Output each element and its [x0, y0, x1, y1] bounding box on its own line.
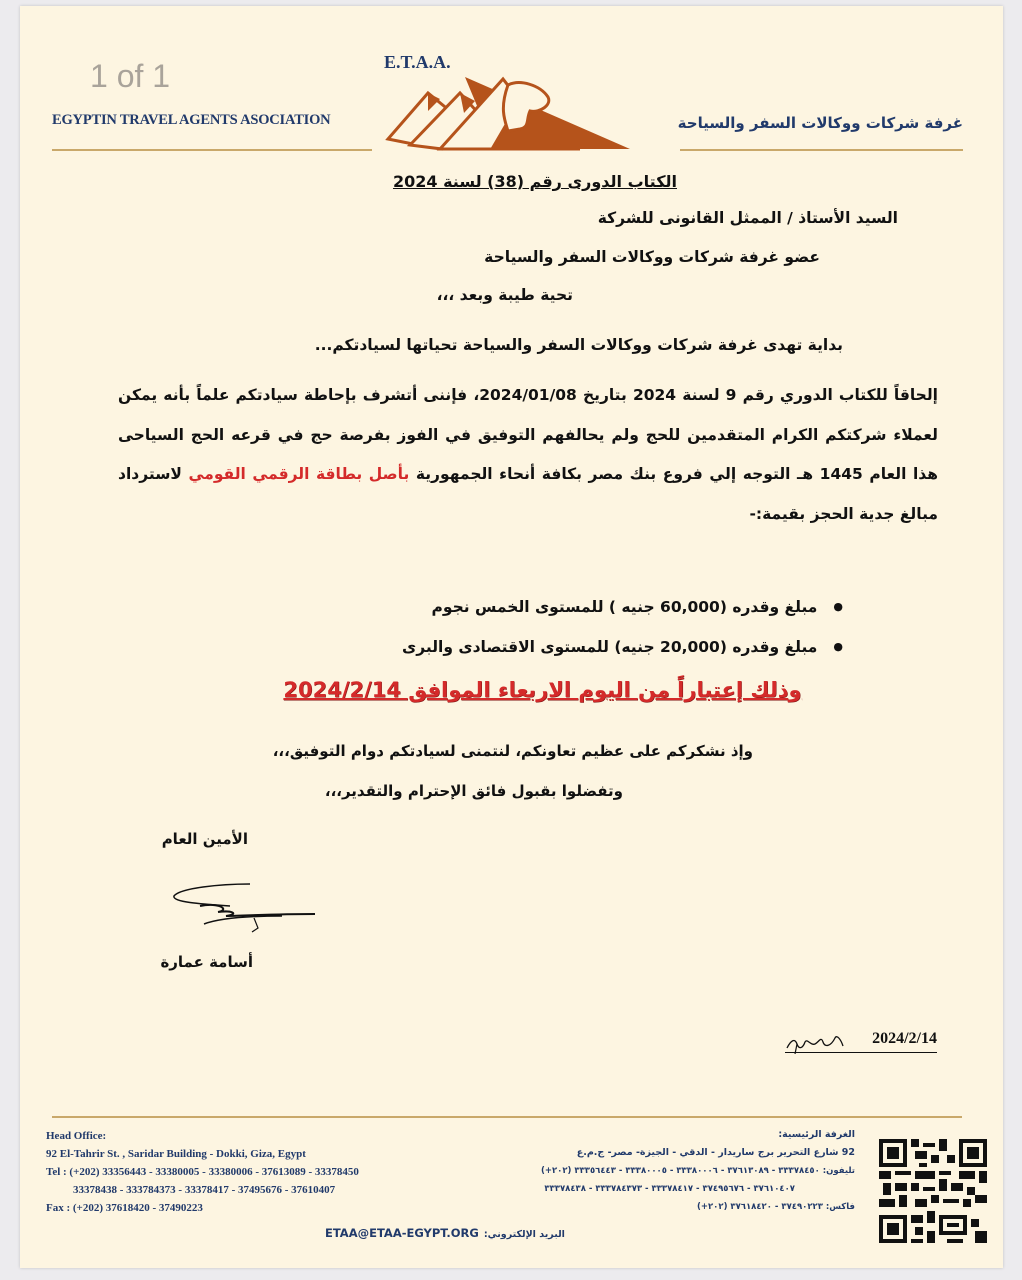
footer-tel-en-cont: 33378438 - 333784373 - 33378417 - 37495676 - 37610407 — [73, 1184, 336, 1196]
footer-divider — [52, 1116, 962, 1118]
page-counter: 1 of 1 — [90, 58, 171, 94]
signatory-title: الأمين العام — [161, 830, 248, 848]
footer-tel-en: Tel : (+202) 33356443 - 33380005 - 33380006 - 37613089 - 33378450 — [46, 1166, 359, 1178]
body-paragraph — [118, 376, 938, 534]
amount-list — [402, 588, 843, 668]
org-name-english: EGYPTIN TRAVEL AGENTS ASOCIATION — [52, 112, 331, 128]
footer-address-ar: 92 شارع التحرير برج ساريدار - الدقي - الجيزة- مصر- ج.م.ع — [576, 1147, 855, 1158]
body-highlight: بأصل بطاقة الرقمي القومي — [188, 465, 410, 483]
amount-list-item: ● مبلغ وقدره (20,000 جنيه) للمستوى الاقتصادى والبرى — [402, 628, 843, 668]
body-text-part-1: إلحاقاً للكتاب الدوري رقم 9 لسنة 2024 بتاريخ 2024/01/08، فإننى أتشرف بإحاطة سيادتكم علماً بأنه يمكن لعملاء شركتكم الكرام المتقدمين للحج ولم يحالفهم التوفيق في الفوز بفرصة حج في قرعه الحج السياحى هذا العام 1445 هـ التوجه إلي فروع بنك مصر بكافة أنحاء الجمهورية — [118, 386, 938, 483]
effective-date-note: وذلك إعتباراً من اليوم الاربعاء الموافق 2024/2/14 — [283, 678, 802, 702]
pyramids-sphinx-logo-icon — [380, 71, 640, 155]
footer-heading-ar: الغرفة الرئيسية: — [778, 1129, 855, 1140]
document-page — [20, 6, 1003, 1268]
letter-date: 2024/2/14 — [872, 1030, 937, 1047]
initials-signature-icon — [785, 1030, 845, 1058]
amount-list-item: ● مبلغ وقدره (60,000 جنيه ) للمستوى الخمس نجوم — [402, 588, 843, 628]
footer-english-contact — [46, 1127, 446, 1217]
footer-fax-en: Fax : (+202) 37618420 - 37490223 — [46, 1202, 203, 1214]
qr-code-icon — [879, 1139, 987, 1247]
closing-line-1: وإذ نشكركم على عظيم تعاونكم، لنتمنى لسيادتكم دوام التوفيق،،، — [272, 742, 753, 760]
header-divider-left — [52, 149, 372, 151]
fax-label-ar: فاكس: — [825, 1202, 855, 1212]
addressee-line-2: عضو غرفة شركات ووكالات السفر والسياحة — [484, 248, 820, 266]
footer-tel-ar — [435, 1162, 855, 1180]
addressee-line-1: السيد الأستاذ / الممثل القانونى للشركة — [597, 209, 898, 227]
intro-line: بداية تهدى غرفة شركات ووكالات السفر والسياحة تحياتها لسيادتكم... — [314, 336, 843, 354]
closing-line-2: وتفضلوا بقبول فائق الإحترام والتقدير،،، — [324, 782, 623, 800]
footer-fax-ar — [435, 1198, 855, 1216]
org-abbreviation: E.T.A.A. — [384, 52, 451, 72]
signature-icon — [170, 880, 320, 944]
org-name-arabic: غرفة شركات ووكالات السفر والسياحة — [677, 114, 963, 132]
tel-label-ar: تليفون: — [822, 1166, 855, 1176]
body-text-part-2: لاسترداد مبالغ جدية الحجز بقيمة:- — [118, 465, 938, 523]
header-divider-right — [680, 149, 963, 151]
email-label-ar: البريد الإلكتروني: — [483, 1229, 565, 1240]
letter-title: الكتاب الدورى رقم (38) لسنة 2024 — [392, 172, 677, 191]
tel-numbers-ar: ٣٣٣٧٨٤٥٠ - ٣٧٦١٣٠٨٩ - ٣٣٣٨٠٠٠٦ - ٣٣٣٨٠٠٠٥ - ٣٣٣٥٦٤٤٣ (٢٠٢+) — [540, 1166, 820, 1176]
footer-arabic-contact — [435, 1126, 855, 1216]
fax-numbers-ar: ٣٧٤٩٠٢٢٣ - ٣٧٦١٨٤٢٠ (٢٠٢+) — [696, 1202, 823, 1212]
email-link[interactable]: ETAA@ETAA-EGYPT.ORG — [325, 1226, 479, 1240]
footer-heading-en: Head Office: — [46, 1130, 107, 1142]
greeting: تحية طيبة وبعد ،،، — [436, 286, 573, 304]
signatory-name: أسامة عمارة — [160, 953, 253, 971]
footer-tel-ar-cont: ٣٧٦١٠٤٠٧ - ٣٧٤٩٥٦٧٦ - ٣٣٣٧٨٤١٧ - ٣٣٣٧٨٤٣٧٣ - ٣٣٣٧٨٤٣٨ — [544, 1184, 795, 1194]
footer-email — [325, 1226, 565, 1240]
date-line — [785, 1030, 937, 1053]
footer-address-en: 92 El-Tahrir St. , Saridar Building - Dokki, Giza, Egypt — [46, 1148, 306, 1160]
